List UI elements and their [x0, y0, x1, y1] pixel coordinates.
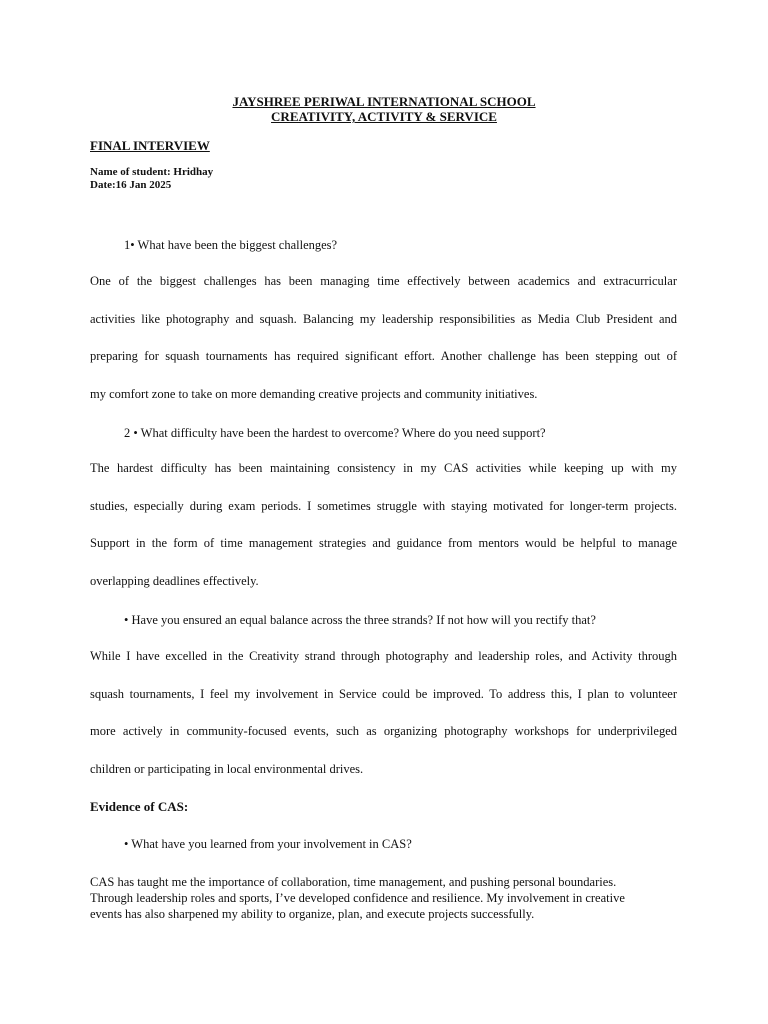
- programme-title: CREATIVITY, ACTIVITY & SERVICE: [271, 109, 497, 124]
- interview-date: Date:16 Jan 2025: [90, 179, 172, 191]
- evidence-answer: [90, 874, 690, 922]
- answer-3-line: children or participating in local environmental drives.: [90, 761, 364, 776]
- evidence-answer-line: CAS has taught me the importance of collaboration, time management, and pushing personal boundaries.: [90, 875, 617, 889]
- question-1: 1• What have been the biggest challenges?: [124, 238, 338, 252]
- school-name: JAYSHREE PERIWAL INTERNATIONAL SCHOOL: [232, 94, 536, 109]
- question-2: 2 • What difficulty have been the hardest to overcome? Where do you need support?: [124, 426, 546, 440]
- answer-1-line: preparing for squash tournaments has required significant effort. Another challenge has been stepping out of: [90, 349, 677, 363]
- evidence-heading: Evidence of CAS:: [90, 799, 189, 814]
- question-3: • Have you ensured an equal balance across the three strands? If not how will you rectify that?: [124, 613, 596, 627]
- evidence-question: • What have you learned from your involvement in CAS?: [124, 837, 412, 851]
- answer-2: [90, 450, 677, 600]
- answer-3-line: squash tournaments, I feel my involvement in Service could be improved. To address this, I plan to volunteer: [90, 686, 677, 701]
- answer-2-line: Support in the form of time management strategies and guidance from mentors would be helpful to manage: [90, 536, 677, 550]
- interview-title: FINAL INTERVIEW: [90, 138, 210, 153]
- answer-1-line: my comfort zone to take on more demanding creative projects and community initiatives.: [90, 386, 538, 401]
- answer-1-line: One of the biggest challenges has been managing time effectively between academics and extracurricular: [90, 274, 677, 288]
- answer-3: [90, 638, 677, 788]
- answer-3-line: more actively in community-focused events, such as organizing photography workshops for underprivileged: [90, 724, 677, 738]
- answer-3-line: While I have excelled in the Creativity strand through photography and leadership roles, and Activity through: [90, 649, 677, 663]
- answer-2-line: overlapping deadlines effectively.: [90, 573, 259, 588]
- evidence-answer-line: events has also sharpened my ability to organize, plan, and execute projects successfully.: [90, 907, 535, 921]
- evidence-answer-line: Through leadership roles and sports, I’ve developed confidence and resilience. My involvement in creative: [90, 891, 625, 905]
- answer-1: [90, 263, 677, 413]
- answer-2-line: studies, especially during exam periods. I sometimes struggle with staying motivated for longer-term projects.: [90, 498, 677, 513]
- answer-1-line: activities like photography and squash. Balancing my leadership responsibilities as Media Club President and: [90, 311, 677, 326]
- answer-2-line: The hardest difficulty has been maintaining consistency in my CAS activities while keeping up with my: [90, 461, 677, 475]
- student-name: Name of student: Hridhay: [90, 166, 214, 178]
